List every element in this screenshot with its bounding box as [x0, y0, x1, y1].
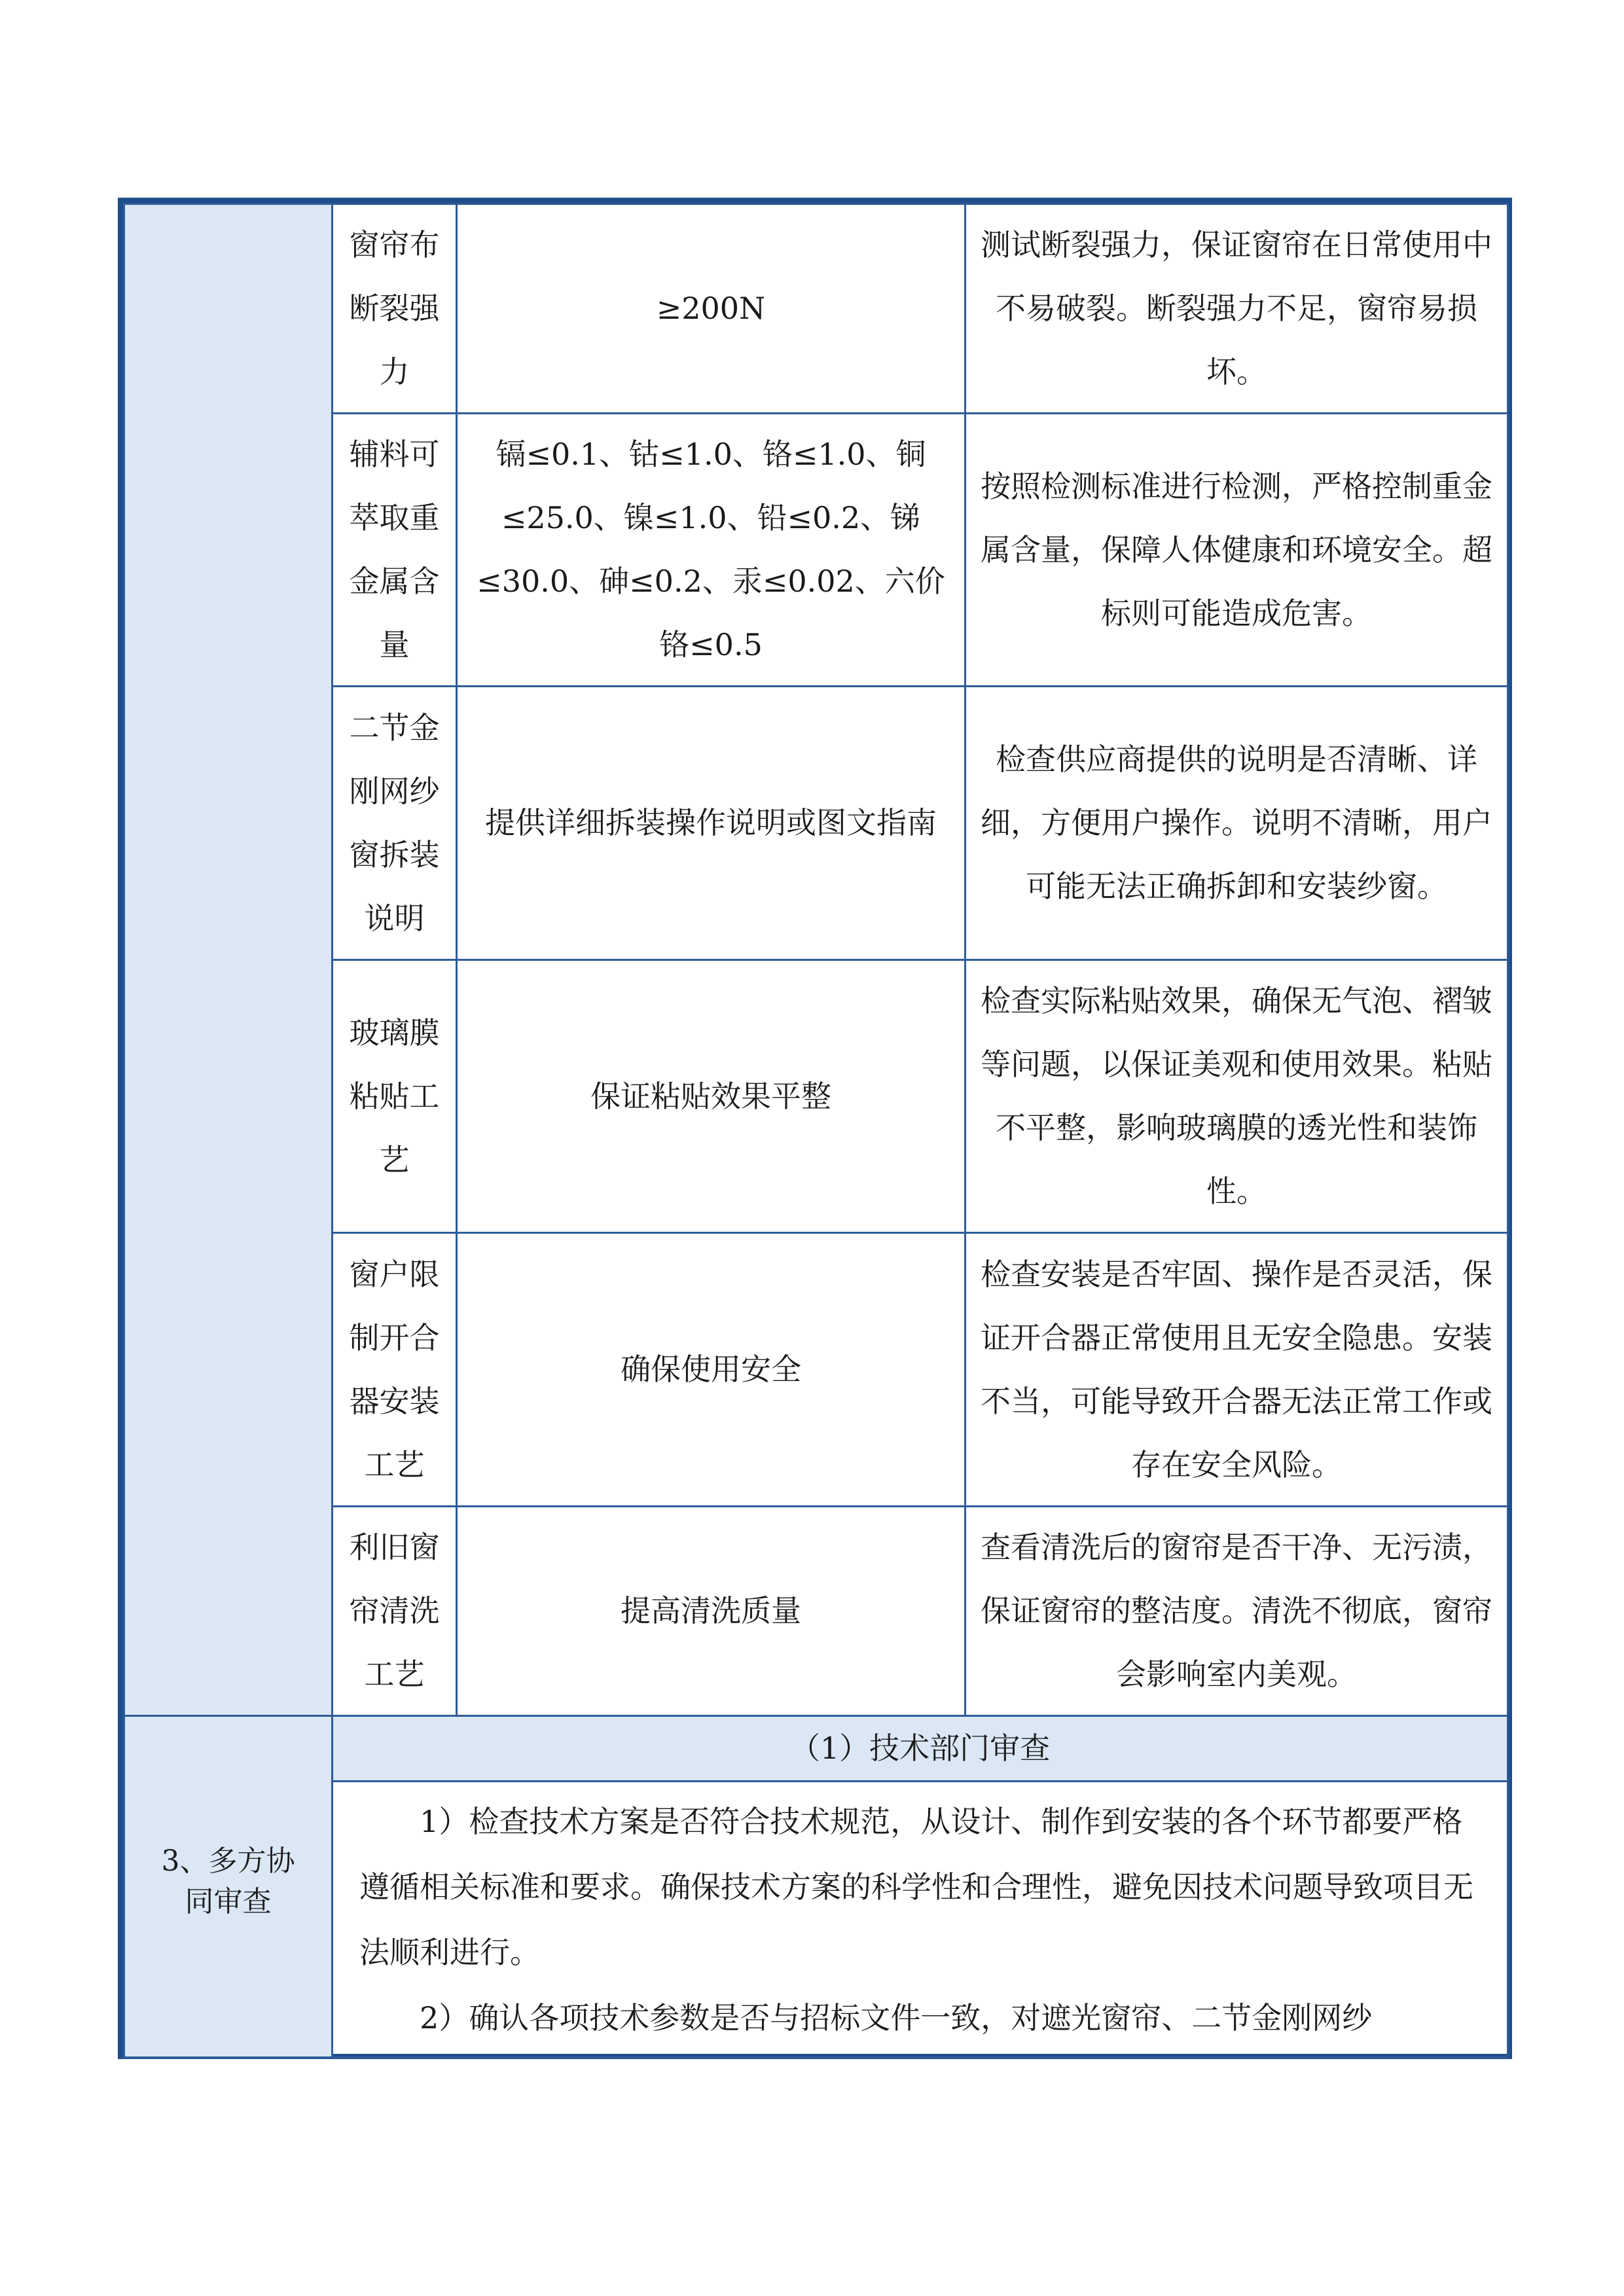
item-name: 利旧窗帘清洗工艺: [333, 1507, 457, 1716]
subheading: （1）技术部门审查: [333, 1716, 1508, 1782]
table-row: [124, 1233, 1508, 1507]
section-side-cell: [124, 204, 333, 1716]
table-row: [124, 1782, 1508, 2058]
check-description: 检查供应商提供的说明是否清晰、详细，方便用户操作。说明不清晰，用户可能无法正确拆卸和安装纱窗。: [965, 687, 1508, 960]
section-3-label-cell: [124, 1716, 333, 2058]
check-description: 查看清洗后的窗帘是否干净、无污渍，保证窗帘的整洁度。清洗不彻底，窗帘会影响室内美观。: [965, 1507, 1508, 1716]
section-3-label: 3、多方协同审查: [161, 1844, 295, 1918]
item-name: 二节金刚网纱窗拆装说明: [333, 687, 457, 960]
table-row: [124, 1507, 1508, 1716]
paragraph: 1）检查技术方案是否符合技术规范，从设计、制作到安装的各个环节都要严格遵循相关标准和要求。确保技术方案的科学性和合理性，避免因技术问题导致项目无法顺利进行。: [359, 1804, 1473, 1970]
requirement-value: 提供详细拆装操作说明或图文指南: [457, 687, 965, 960]
paragraph: 2）确认各项技术参数是否与招标文件一致，对遮光窗帘、二节金刚网纱: [420, 2000, 1373, 2036]
requirement-value: 镉≤0.1、钴≤1.0、铬≤1.0、铜≤25.0、镍≤1.0、铅≤0.2、锑≤30.0、砷≤0.2、汞≤0.02、六价铬≤0.5: [457, 414, 965, 687]
requirement-value: ≥200N: [457, 204, 965, 414]
table-row: [124, 1716, 1508, 1782]
requirement-value: 保证粘贴效果平整: [457, 960, 965, 1233]
table-row: [124, 960, 1508, 1233]
review-table: [118, 198, 1512, 2059]
check-description: 测试断裂强力，保证窗帘在日常使用中不易破裂。断裂强力不足，窗帘易损坏。: [965, 204, 1508, 414]
review-grid: [123, 203, 1509, 2058]
item-name: 玻璃膜粘贴工艺: [333, 960, 457, 1233]
section-3-body: [333, 1782, 1508, 2058]
table-row: [124, 414, 1508, 687]
item-name: 窗户限制开合器安装工艺: [333, 1233, 457, 1507]
requirement-value: 确保使用安全: [457, 1233, 965, 1507]
requirement-value: 提高清洗质量: [457, 1507, 965, 1716]
table-row: [124, 204, 1508, 414]
check-description: 按照检测标准进行检测，严格控制重金属含量，保障人体健康和环境安全。超标则可能造成危害。: [965, 414, 1508, 687]
check-description: 检查实际粘贴效果，确保无气泡、褶皱等问题，以保证美观和使用效果。粘贴不平整，影响玻璃膜的透光性和装饰性。: [965, 960, 1508, 1233]
check-description: 检查安装是否牢固、操作是否灵活，保证开合器正常使用且无安全隐患。安装不当，可能导致开合器无法正常工作或存在安全风险。: [965, 1233, 1508, 1507]
table-row: [124, 687, 1508, 960]
item-name: 窗帘布断裂强力: [333, 204, 457, 414]
item-name: 辅料可萃取重金属含量: [333, 414, 457, 687]
